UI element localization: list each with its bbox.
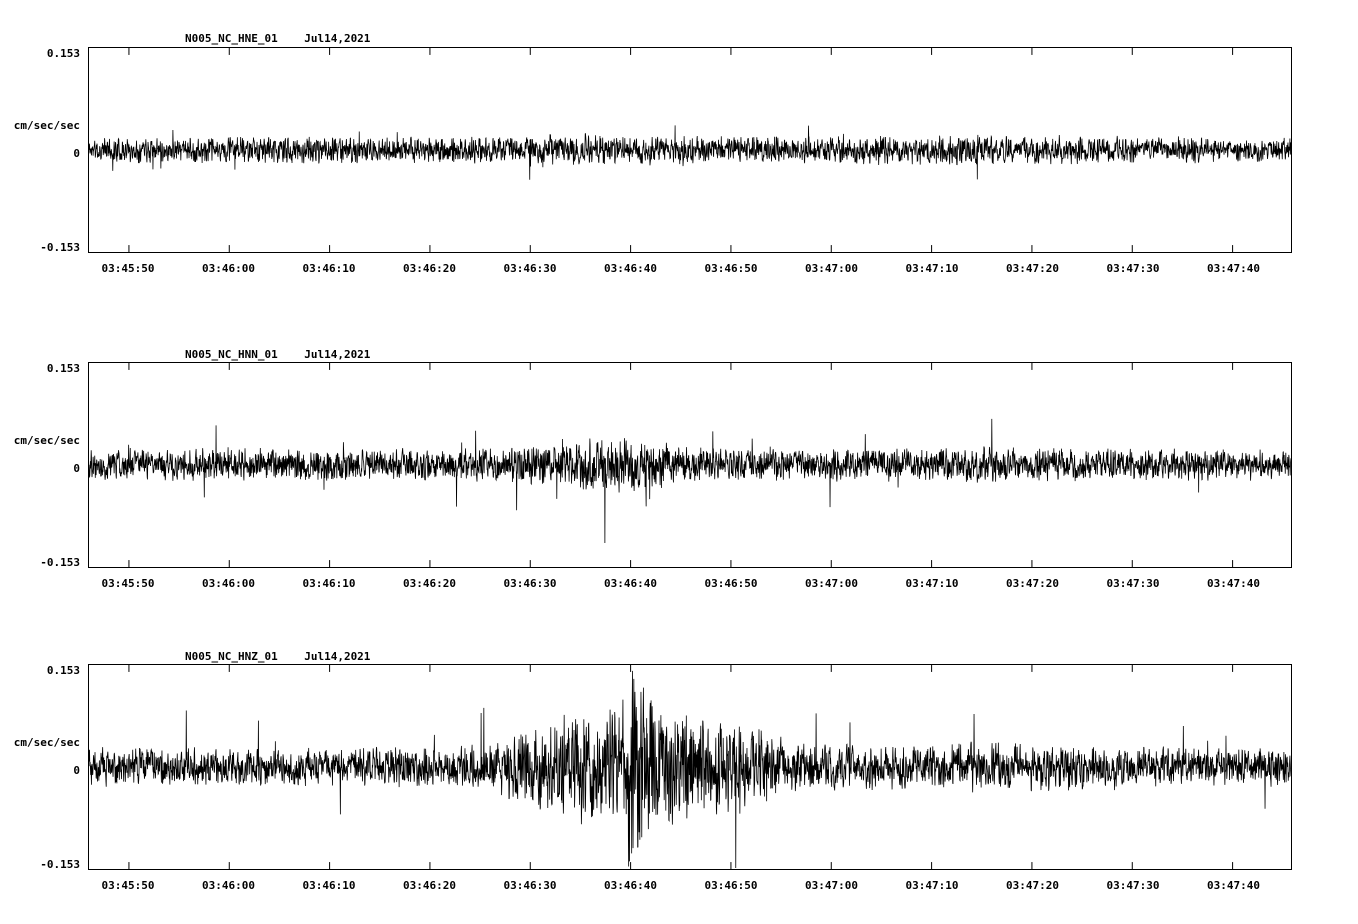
seismogram-panel-hne [0,0,1358,300]
waveform-trace-hne [89,48,1291,252]
y-axis-units-label-hnz: cm/sec/sec [13,736,80,749]
seismogram-panel-hnn [0,308,1358,608]
x-tick-label: 03:46:40 [604,879,657,892]
y-axis-max-label-hnn: 0.153 [46,362,80,375]
x-axis-tick-labels-hnz [0,879,1358,895]
x-tick-label: 03:45:50 [101,577,155,590]
x-tick-label: 03:46:40 [604,577,657,590]
x-tick-label: 03:46:50 [704,879,758,892]
x-tick-label: 03:46:20 [403,262,456,275]
x-tick-label: 03:47:00 [805,577,858,590]
x-tick-label: 03:46:40 [604,262,657,275]
x-tick-label: 03:47:20 [1006,262,1059,275]
x-tick-label: 03:47:40 [1207,577,1260,590]
y-axis-zero-label-hne: 0 [73,147,80,160]
x-tick-label: 03:45:50 [101,262,155,275]
y-axis-zero-label-hnn: 0 [73,462,80,475]
x-tick-label: 03:47:40 [1207,879,1260,892]
x-tick-label: 03:47:00 [805,879,858,892]
x-tick-label: 03:47:20 [1006,879,1059,892]
y-axis-min-label-hnn: -0.153 [40,556,80,569]
x-tick-label: 03:46:10 [302,879,356,892]
panel-title-hnz: N005_NC_HNZ_01 Jul14,2021 [185,650,371,663]
x-tick-label: 03:46:30 [503,879,557,892]
plot-area-hnn[interactable] [88,362,1292,568]
plot-area-hnz[interactable] [88,664,1292,870]
x-tick-label: 03:46:10 [302,262,356,275]
x-tick-label: 03:46:20 [403,577,456,590]
x-tick-label: 03:47:10 [905,577,959,590]
x-tick-label: 03:46:30 [503,577,557,590]
seismogram-panel-hnz [0,616,1358,924]
x-tick-label: 03:46:50 [704,262,758,275]
y-axis-min-label-hne: -0.153 [40,241,80,254]
y-axis-max-label-hne: 0.153 [46,47,80,60]
x-tick-label: 03:47:00 [805,262,858,275]
x-tick-label: 03:46:00 [202,262,255,275]
y-axis-zero-label-hnz: 0 [73,764,80,777]
x-tick-label: 03:47:20 [1006,577,1059,590]
x-tick-label: 03:46:00 [202,879,255,892]
panel-title-hnn: N005_NC_HNN_01 Jul14,2021 [185,348,371,361]
x-tick-label: 03:47:10 [905,262,959,275]
y-axis-max-label-hnz: 0.153 [46,664,80,677]
x-tick-label: 03:46:20 [403,879,456,892]
x-tick-label: 03:46:30 [503,262,557,275]
x-tick-label: 03:47:30 [1106,577,1160,590]
x-axis-tick-labels-hnn [0,577,1358,593]
x-tick-label: 03:47:30 [1106,262,1160,275]
x-tick-label: 03:47:40 [1207,262,1260,275]
plot-area-hne[interactable] [88,47,1292,253]
y-axis-units-label-hne: cm/sec/sec [13,119,80,132]
x-axis-tick-labels-hne [0,262,1358,278]
waveform-trace-hnn [89,363,1291,567]
x-tick-label: 03:46:50 [704,577,758,590]
waveform-trace-hnz [89,665,1291,869]
x-tick-label: 03:46:10 [302,577,356,590]
y-axis-min-label-hnz: -0.153 [40,858,80,871]
x-tick-label: 03:47:10 [905,879,959,892]
y-axis-units-label-hnn: cm/sec/sec [13,434,80,447]
x-tick-label: 03:46:00 [202,577,255,590]
panel-title-hne: N005_NC_HNE_01 Jul14,2021 [185,32,371,45]
x-tick-label: 03:45:50 [101,879,155,892]
x-tick-label: 03:47:30 [1106,879,1160,892]
